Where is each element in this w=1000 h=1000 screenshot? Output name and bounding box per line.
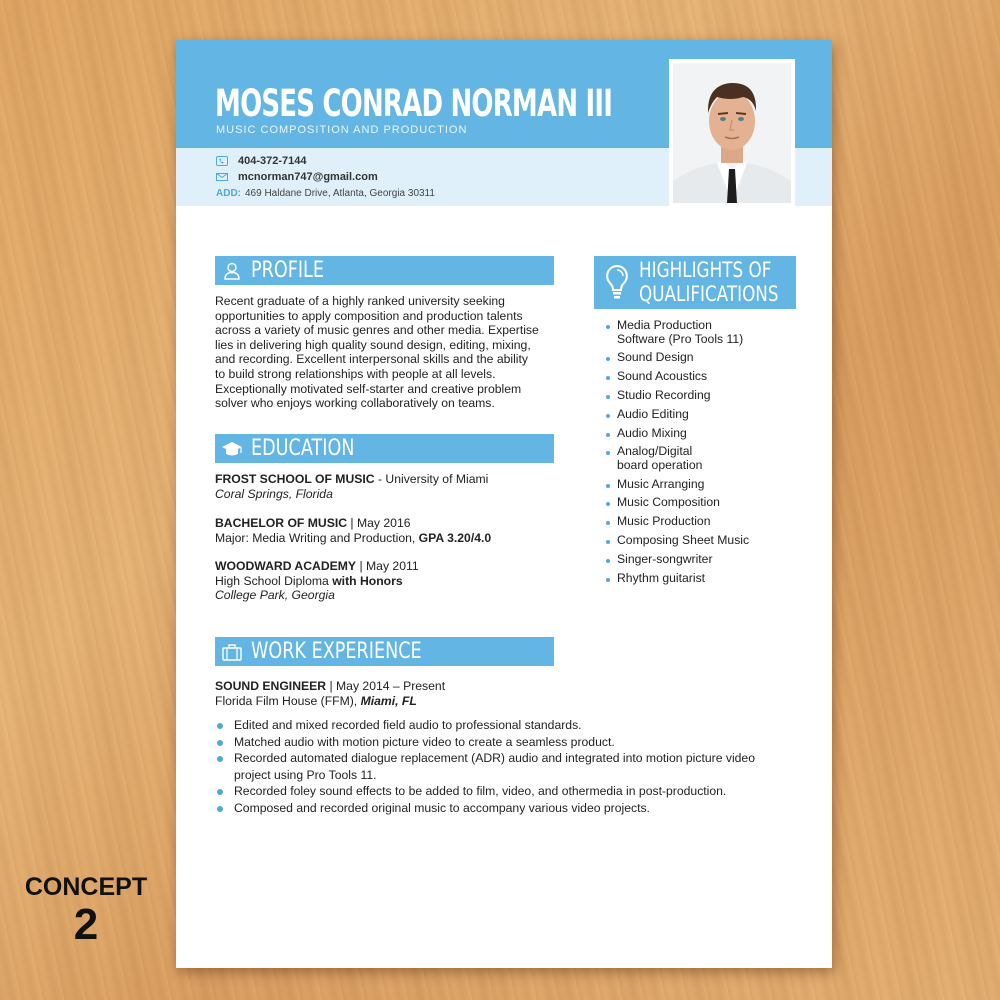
list-item: Rhythm guitarist [606,572,796,586]
company-location: Miami, FL [360,693,417,708]
education-title: EDUCATION [251,436,355,461]
education-school-block [215,472,560,501]
email-address: mcnorman747@gmail.com [238,171,378,183]
highlights-title-line2: QUALIFICATIONS [639,282,779,306]
envelope-icon [216,172,228,182]
list-item: Composing Sheet Music [606,534,796,548]
diploma-text: High School Diploma [215,573,333,588]
concept-number: 2 [73,900,99,949]
job-dates: May 2014 – Present [336,679,446,693]
degree-line [215,516,560,531]
concept-label [20,873,152,949]
highlights-title-line1: HIGHLIGHTS OF [639,258,772,282]
list-item: Singer-songwriter [606,553,796,567]
candidate-subtitle: MUSIC COMPOSITION AND PRODUCTION [216,124,468,136]
degree-name: BACHELOR OF MUSIC [215,516,348,530]
highlights-list [606,319,796,590]
school-location: Coral Springs, Florida [215,486,333,501]
academy-date: May 2011 [366,559,419,573]
major-text: Major: Media Writing and Production, [215,530,419,545]
job-line [215,679,635,694]
graduation-cap-icon [221,439,243,459]
profile-line: opportunities to apply composition and production talents [215,308,523,323]
gpa: GPA 3.20/4.0 [418,530,492,545]
list-item: Analog/Digital board operation [606,445,796,472]
list-item: Audio Editing [606,408,796,422]
address-text: 469 Haldane Drive, Atlanta, Georgia 30311 [245,188,435,199]
major-line [215,531,560,546]
school-name: FROST SCHOOL OF MUSIC [215,472,375,486]
profile-line: Recent graduate of a highly ranked university seeking [215,294,505,308]
education-academy-block [215,559,560,603]
portrait-photo [673,63,791,203]
list-item: Recorded automated dialogue replacement (ADR) audio and integrated into motion picture video project using Pro Tools 11. [215,750,795,783]
list-item: Matched audio with motion picture video to create a seamless product. [215,734,795,751]
academy-line [215,559,560,574]
school-university: - University of Miami [374,472,489,486]
profile-header [215,256,554,285]
education-header [215,434,554,463]
highlights-header [594,256,796,309]
job-block [215,679,635,708]
profile-text [215,294,560,411]
profile-line: to build strong relationships with people at all levels. [215,366,496,381]
work-title: WORK EXPERIENCE [251,639,422,664]
address-label: ADD: [216,188,241,199]
honors: with Honors [332,573,403,588]
list-item: Composed and recorded original music to accompany various video projects. [215,800,795,817]
academy-separator: | [356,559,367,573]
list-item: Studio Recording [606,389,796,403]
list-item: Audio Mixing [606,427,796,441]
concept-text: CONCEPT [24,873,148,901]
portrait-illustration [673,63,791,203]
profile-line: and recording. Excellent interpersonal skills and the ability [215,352,528,367]
list-item: Music Production [606,515,796,529]
job-separator: | [326,679,337,693]
company-name: Florida Film House (FFM), [215,693,361,708]
diploma-line [215,574,560,589]
profile-line: across a variety of music genres and other media. Expertise [215,323,539,338]
highlights-title [639,258,779,306]
job-title: SOUND ENGINEER [215,679,327,693]
phone-icon [216,156,228,166]
photo-frame [669,59,795,207]
academy-location: College Park, Georgia [215,588,335,603]
briefcase-icon [221,642,243,662]
education-degree-block [215,516,560,545]
degree-separator: | [347,516,357,530]
phone-number: 404-372-7144 [238,155,307,167]
resume-page [176,40,832,968]
email-line [216,171,378,183]
user-icon [221,261,243,281]
candidate-name: MOSES CONRAD NORMAN III [215,82,613,125]
address-line [216,188,435,199]
list-item: Sound Acoustics [606,370,796,384]
profile-line: lies in delivering high quality sound design, editing, mixing, [215,337,531,352]
work-bullets [215,717,795,817]
company-line [215,694,635,709]
phone-line [216,155,307,167]
list-item: Music Arranging [606,478,796,492]
list-item: Sound Design [606,351,796,365]
list-item: Music Composition [606,496,796,510]
work-header [215,637,554,666]
lightbulb-icon [604,263,630,301]
list-item: Recorded foley sound effects to be added to film, video, and othermedia in post-production. [215,783,795,800]
degree-date: May 2016 [356,516,411,530]
list-item: Media Production Software (Pro Tools 11) [606,319,796,346]
profile-title: PROFILE [251,258,324,283]
profile-line: solver who enjoys working collaboratively on teams. [215,396,495,411]
profile-line: Exceptionally motivated self-starter and creative problem [215,381,522,396]
school-line [215,472,560,487]
academy-name: WOODWARD ACADEMY [215,559,357,573]
list-item: Edited and mixed recorded field audio to professional standards. [215,717,795,734]
